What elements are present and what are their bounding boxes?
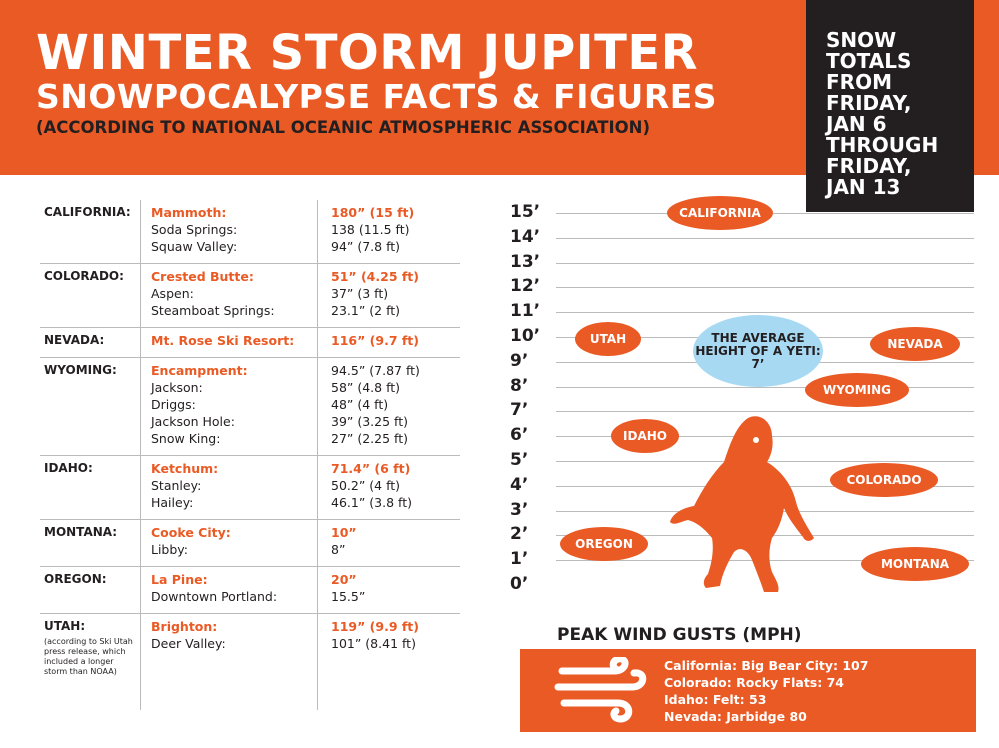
state-name <box>44 618 140 677</box>
location-entry <box>151 430 460 447</box>
y-tick-label: 14’ <box>510 226 541 247</box>
location-name: Jackson: <box>151 380 203 395</box>
location-name: Brighton: <box>151 619 218 634</box>
location-name: Crested Butte: <box>151 269 254 284</box>
state-marker: CALIFORNIA <box>667 196 773 230</box>
snow-total: 27” (2.25 ft) <box>331 431 408 446</box>
grid-line <box>556 263 974 264</box>
location-name: Libby: <box>151 542 189 557</box>
location-name: Cooke City: <box>151 525 231 540</box>
state-label: IDAHO: <box>44 461 93 475</box>
wind-gusts-list <box>664 657 868 725</box>
location-entry <box>151 238 460 255</box>
location-entry <box>151 588 460 605</box>
y-tick-label: 0’ <box>510 574 529 594</box>
location-name: Ketchum: <box>151 461 219 476</box>
state-marker: COLORADO <box>830 463 938 497</box>
location-entry <box>151 332 460 349</box>
state-label: WYOMING: <box>44 363 117 377</box>
state-marker: IDAHO <box>611 419 679 453</box>
y-tick-label: 2’ <box>510 524 529 545</box>
state-name <box>44 460 140 477</box>
snow-totals-table <box>40 200 460 684</box>
wind-gust-item: Nevada: Jarbidge 80 <box>664 709 807 724</box>
location-entry <box>151 285 460 302</box>
state-label: UTAH: <box>44 619 86 633</box>
source-note: (ACCORDING TO NATIONAL OCEANIC ATMOSPHERIC ASSOCIATION) <box>36 118 651 137</box>
y-tick-label: 8’ <box>510 375 529 396</box>
yeti-height-note: THE AVERAGE HEIGHT OF A YETI: 7’ <box>693 315 823 387</box>
snow-total: 94.5” (7.87 ft) <box>331 363 420 378</box>
y-tick-label: 5’ <box>510 450 529 470</box>
location-entry <box>151 571 460 588</box>
y-tick-label: 3’ <box>510 499 529 520</box>
snow-total: 58” (4.8 ft) <box>331 380 401 395</box>
location-name: Snow King: <box>151 431 221 446</box>
totals-line: TOTALS <box>826 49 912 73</box>
y-tick-label: 4’ <box>510 474 529 495</box>
snow-total: 94” (7.8 ft) <box>331 239 401 254</box>
location-name: La Pine: <box>151 572 208 587</box>
totals-line: FRIDAY, <box>826 154 912 178</box>
location-name: Deer Valley: <box>151 636 226 651</box>
state-label: CALIFORNIA: <box>44 205 131 219</box>
location-entry <box>151 204 460 221</box>
state-marker: OREGON <box>560 527 648 561</box>
table-row <box>40 456 460 520</box>
totals-line: THROUGH <box>826 133 939 157</box>
grid-line <box>556 287 974 288</box>
location-entry <box>151 396 460 413</box>
location-name: Squaw Valley: <box>151 239 238 254</box>
y-tick-label: 13’ <box>510 251 541 272</box>
location-name: Downtown Portland: <box>151 589 278 604</box>
location-entry <box>151 362 460 379</box>
location-entry <box>151 494 460 511</box>
location-entry <box>151 524 460 541</box>
state-name <box>44 571 140 588</box>
location-name: Steamboat Springs: <box>151 303 275 318</box>
state-name <box>44 524 140 541</box>
location-entry <box>151 379 460 396</box>
table-row <box>40 567 460 614</box>
snow-total: 101” (8.41 ft) <box>331 636 416 651</box>
location-name: Mammoth: <box>151 205 227 220</box>
snow-totals-box <box>806 0 974 212</box>
table-row <box>40 200 460 264</box>
snow-total: 51” (4.25 ft) <box>331 269 419 284</box>
wind-icon <box>554 657 650 723</box>
table-row <box>40 264 460 328</box>
snow-height-chart <box>510 200 980 610</box>
state-name <box>44 332 140 349</box>
table-row <box>40 614 460 684</box>
totals-line: JAN 6 <box>826 112 887 136</box>
location-entry <box>151 302 460 319</box>
location-name: Stanley: <box>151 478 202 493</box>
page-subtitle: SNOWPOCALYPSE FACTS & FIGURES <box>36 77 718 116</box>
snow-total: 119” (9.9 ft) <box>331 619 419 634</box>
y-tick-label: 12’ <box>510 276 541 297</box>
location-entry <box>151 541 460 558</box>
grid-line <box>556 312 974 313</box>
location-entry <box>151 635 460 652</box>
snow-total: 180” (15 ft) <box>331 205 415 220</box>
snow-total: 50.2” (4 ft) <box>331 478 401 493</box>
snow-total: 46.1” (3.8 ft) <box>331 495 412 510</box>
state-name <box>44 204 140 221</box>
table-row <box>40 520 460 567</box>
location-name: Mt. Rose Ski Resort: <box>151 333 295 348</box>
y-tick-label: 1’ <box>510 549 529 570</box>
location-entry <box>151 268 460 285</box>
state-name <box>44 362 140 379</box>
grid-line <box>556 238 974 239</box>
state-label: NEVADA: <box>44 333 105 347</box>
wind-gust-item: California: Big Bear City: 107 <box>664 658 869 673</box>
state-label: MONTANA: <box>44 525 118 539</box>
y-tick-label: 6’ <box>510 425 529 446</box>
wind-gusts-title: PEAK WIND GUSTS (MPH) <box>557 625 802 645</box>
location-entry <box>151 460 460 477</box>
y-tick-label: 7’ <box>510 400 529 421</box>
snow-total: 20” <box>331 572 357 587</box>
snow-total: 23.1” (2 ft) <box>331 303 401 318</box>
state-label: COLORADO: <box>44 269 124 283</box>
location-name: Hailey: <box>151 495 194 510</box>
snow-total: 37” (3 ft) <box>331 286 389 301</box>
location-entry <box>151 413 460 430</box>
snow-total: 71.4” (6 ft) <box>331 461 411 476</box>
wind-gust-item: Colorado: Rocky Flats: 74 <box>664 675 844 690</box>
y-tick-label: 11’ <box>510 301 541 322</box>
totals-line: FRIDAY, <box>826 91 912 115</box>
location-name: Driggs: <box>151 397 196 412</box>
snow-total: 10” <box>331 525 357 540</box>
y-tick-label: 9’ <box>510 350 529 371</box>
page-title: WINTER STORM JUPITER <box>36 25 699 81</box>
snow-total: 116” (9.7 ft) <box>331 333 419 348</box>
state-label: OREGON: <box>44 572 107 586</box>
snow-total: 138 (11.5 ft) <box>331 222 410 237</box>
location-entry <box>151 477 460 494</box>
snow-total: 39” (3.25 ft) <box>331 414 408 429</box>
totals-line: SNOW <box>826 28 897 52</box>
location-entry <box>151 618 460 635</box>
state-name <box>44 268 140 285</box>
table-row <box>40 358 460 456</box>
location-name: Soda Springs: <box>151 222 238 237</box>
snow-total: 8” <box>331 542 346 557</box>
state-marker: UTAH <box>575 322 641 356</box>
yeti-figure <box>668 410 818 595</box>
snow-total: 15.5” <box>331 589 366 604</box>
wind-gusts-box <box>520 649 976 732</box>
totals-line: FROM <box>826 70 892 94</box>
location-name: Aspen: <box>151 286 194 301</box>
totals-line: JAN 13 <box>826 175 901 199</box>
table-row <box>40 328 460 358</box>
y-tick-label: 10’ <box>510 326 541 346</box>
y-tick-label: 15’ <box>510 202 541 222</box>
snow-total: 48” (4 ft) <box>331 397 389 412</box>
location-entry <box>151 221 460 238</box>
state-note: (according to Ski Utah press release, which included a longer storm than NOAA) <box>44 637 133 676</box>
location-name: Encampment: <box>151 363 248 378</box>
wind-gust-item: Idaho: Felt: 53 <box>664 692 767 707</box>
state-marker: MONTANA <box>861 547 969 581</box>
state-marker: WYOMING <box>805 373 909 407</box>
location-name: Jackson Hole: <box>151 414 235 429</box>
state-marker: NEVADA <box>870 327 960 361</box>
